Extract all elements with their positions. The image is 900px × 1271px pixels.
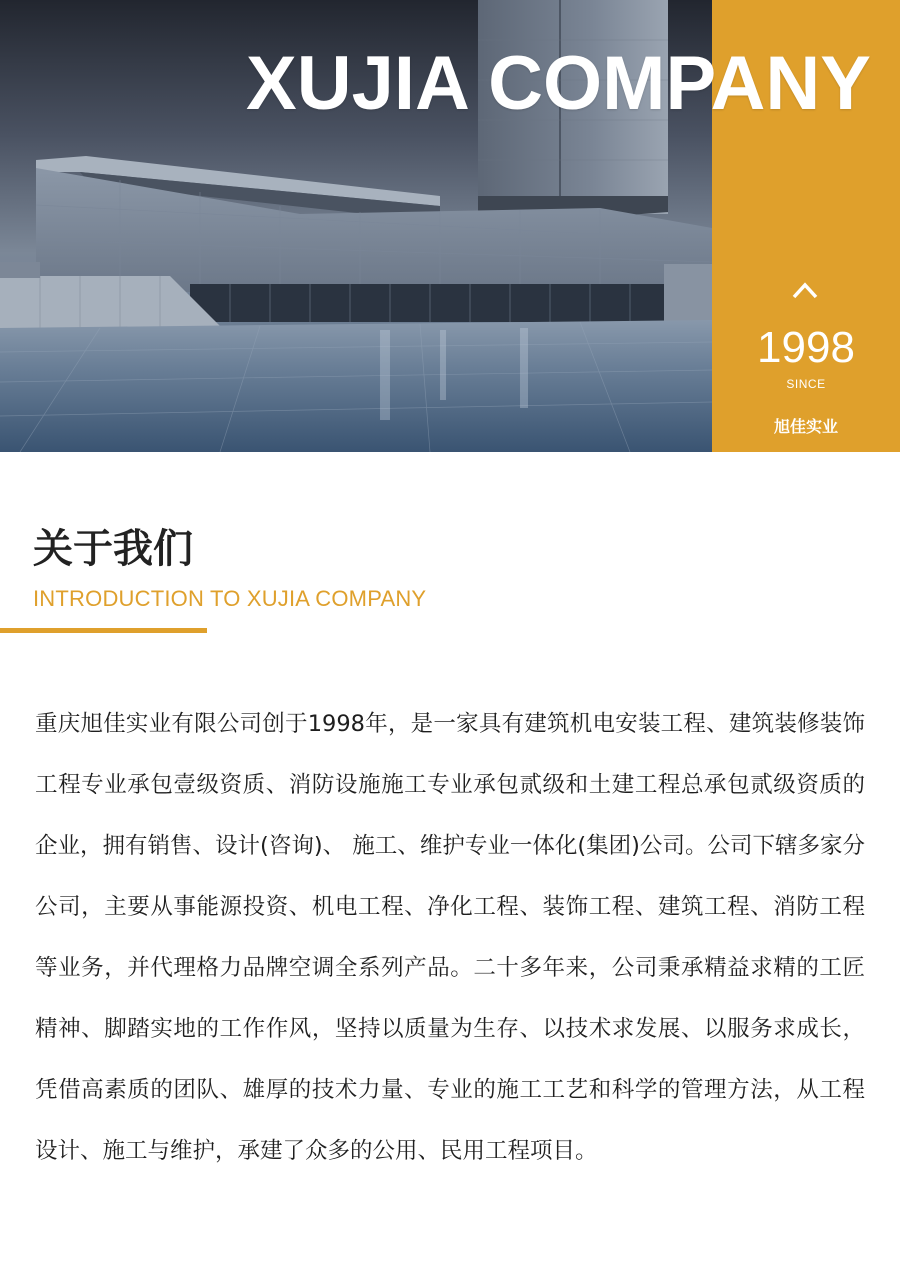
brand-name-cn: 旭佳实业 xyxy=(773,417,838,436)
section-subtitle: INTRODUCTION TO XUJIA COMPANY xyxy=(33,586,427,611)
intro-paragraph: 重庆旭佳实业有限公司创于1998年，是一家具有建筑机电安装工程、建筑装修装饰工程专业承包壹级资质、消防设施施工专业承包贰级和土建工程总承包贰级资质的企业，拥有销售、设计(咨询)、 施工、维护专业一体化(集团)公司。公司下辖多家分公司，主要从事能源投资、机电工程、净化工程、装饰工程、建筑工程、消防工程等业务，并代理格力品牌空调全系列产品。二十多年来，公司秉承精益求精的工匠精神、脚踏实地的工作作风，坚持以质量为生存、以技术求发展、以服务求成长，凭借高素质的团队、雄厚的技术力量、专业的施工工艺和科学的管理方法，从工程设计、施工与维护，承建了众多的公用、民用工程项目。 xyxy=(35,711,865,1164)
accent-divider xyxy=(0,628,207,633)
founding-year: 1998 xyxy=(757,323,855,372)
since-label: SINCE xyxy=(786,377,826,391)
caret-up-icon xyxy=(791,280,819,300)
section-title: 关于我们 xyxy=(33,526,193,572)
hero-banner xyxy=(0,0,900,452)
company-title: XUJIA COMPANY xyxy=(246,41,871,126)
